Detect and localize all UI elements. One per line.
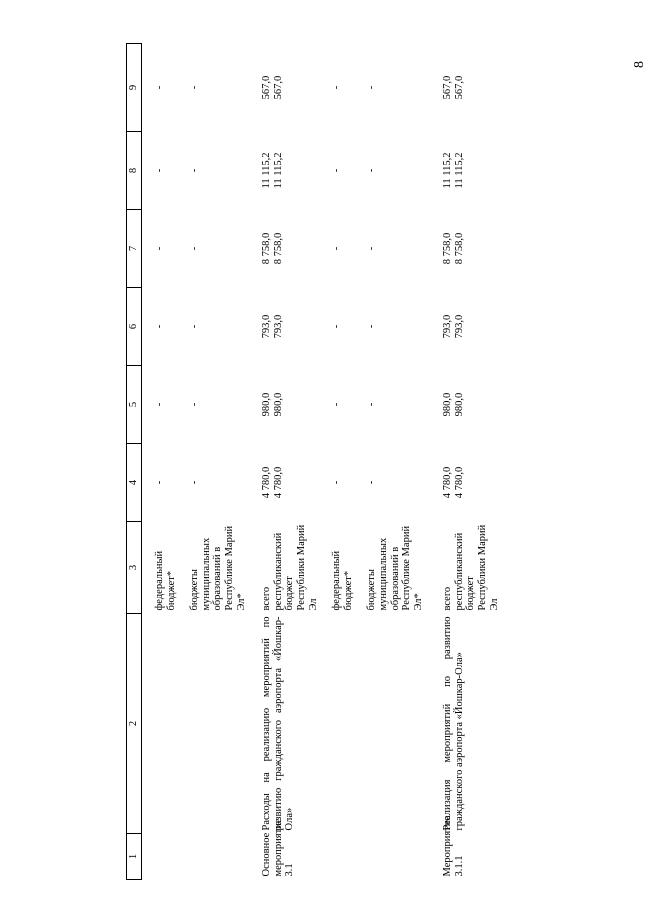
value-cell: 11 115,2 bbox=[453, 152, 465, 189]
name-cell bbox=[154, 614, 177, 834]
column-number-header bbox=[127, 44, 142, 880]
value-cell: 4 780,0 bbox=[453, 466, 465, 499]
column-number: 3 bbox=[127, 522, 142, 614]
code-cell: Основное мероприятие 3.1 bbox=[261, 818, 296, 877]
column-number: 7 bbox=[127, 210, 142, 288]
table-row bbox=[189, 44, 247, 880]
value-cell: - bbox=[331, 246, 343, 251]
value-cell: 567,0 bbox=[442, 75, 454, 100]
value-cell: 567,0 bbox=[453, 75, 465, 100]
value-cell: 980,0 bbox=[442, 392, 454, 417]
value-cell: 8 758,0 bbox=[261, 232, 273, 265]
value-cell: - bbox=[331, 480, 343, 485]
value-cell: 4 780,0 bbox=[442, 466, 454, 499]
value-cell: 4 780,0 bbox=[261, 466, 273, 499]
column-number: 4 bbox=[127, 444, 142, 522]
column-number: 9 bbox=[127, 44, 142, 132]
value-cell: 793,0 bbox=[261, 314, 273, 339]
value-cell: - bbox=[189, 402, 201, 407]
column-number: 6 bbox=[127, 288, 142, 366]
name-cell: Расходы на реализацию мероприятий по развитию гражданского аэропорта «Йошкар-Ола» bbox=[261, 616, 296, 831]
table-row bbox=[261, 44, 273, 880]
value-cell: - bbox=[331, 85, 343, 90]
value-cell: 8 758,0 bbox=[453, 232, 465, 265]
source-cell: федеральный бюджет* bbox=[154, 550, 177, 611]
budget-table bbox=[126, 43, 500, 880]
value-cell: - bbox=[154, 85, 165, 90]
value-cell: - bbox=[189, 480, 201, 485]
code-cell: Мероприятие 3.1.1 bbox=[442, 815, 465, 877]
table-row bbox=[442, 44, 454, 880]
value-cell: - bbox=[366, 324, 378, 329]
value-cell: 11 115,2 bbox=[272, 152, 284, 189]
value-cell: 980,0 bbox=[272, 392, 284, 417]
value-cell: - bbox=[366, 480, 378, 485]
value-cell: - bbox=[189, 168, 201, 173]
value-cell: 11 115,2 bbox=[261, 152, 273, 189]
value-cell: - bbox=[154, 480, 165, 485]
table-row bbox=[154, 44, 177, 880]
value-cell: 8 758,0 bbox=[272, 232, 284, 265]
value-cell: 11 115,2 bbox=[442, 152, 454, 189]
value-cell: - bbox=[154, 402, 165, 407]
table-body bbox=[142, 44, 501, 880]
value-cell: - bbox=[331, 168, 343, 173]
value-cell: - bbox=[331, 324, 343, 329]
value-cell: - bbox=[366, 246, 378, 251]
column-number: 8 bbox=[127, 132, 142, 210]
value-cell: 793,0 bbox=[442, 314, 454, 339]
rotated-table-area bbox=[126, 44, 556, 880]
value-cell: 567,0 bbox=[272, 75, 284, 100]
value-cell: 8 758,0 bbox=[442, 232, 454, 265]
value-cell: - bbox=[366, 85, 378, 90]
source-cell: республиканский бюджет Республики Марий Эл bbox=[272, 524, 319, 611]
source-cell: всего bbox=[442, 586, 454, 611]
value-cell: - bbox=[189, 324, 201, 329]
value-cell: 567,0 bbox=[261, 75, 273, 100]
source-cell: республиканский бюджет Республики Марий Эл bbox=[453, 524, 500, 611]
source-cell: бюджеты муниципальных образований в Республике Марий Эл* bbox=[189, 525, 247, 611]
value-cell: 980,0 bbox=[453, 392, 465, 417]
value-cell: - bbox=[189, 85, 201, 90]
value-cell: - bbox=[154, 168, 165, 173]
value-cell: - bbox=[154, 324, 165, 329]
name-cell: Реализация мероприятий по развитию гражданского аэропорта «Йошкар-Ола» bbox=[442, 616, 465, 831]
source-cell: бюджеты муниципальных образований в Республике Марий Эл* bbox=[366, 525, 424, 611]
value-cell: 4 780,0 bbox=[272, 466, 284, 499]
column-number: 2 bbox=[127, 614, 142, 834]
source-cell: всего bbox=[261, 586, 273, 611]
code-cell bbox=[154, 834, 177, 880]
value-cell: - bbox=[366, 168, 378, 173]
value-cell: 793,0 bbox=[272, 314, 284, 339]
column-number: 1 bbox=[127, 834, 142, 880]
value-cell: 980,0 bbox=[261, 392, 273, 417]
page-number: 8 bbox=[632, 61, 647, 68]
value-cell: 793,0 bbox=[453, 314, 465, 339]
source-cell: федеральный бюджет* bbox=[331, 550, 354, 611]
value-cell: - bbox=[154, 246, 165, 251]
value-cell: - bbox=[366, 402, 378, 407]
value-cell: - bbox=[331, 402, 343, 407]
column-number: 5 bbox=[127, 366, 142, 444]
value-cell: - bbox=[189, 246, 201, 251]
